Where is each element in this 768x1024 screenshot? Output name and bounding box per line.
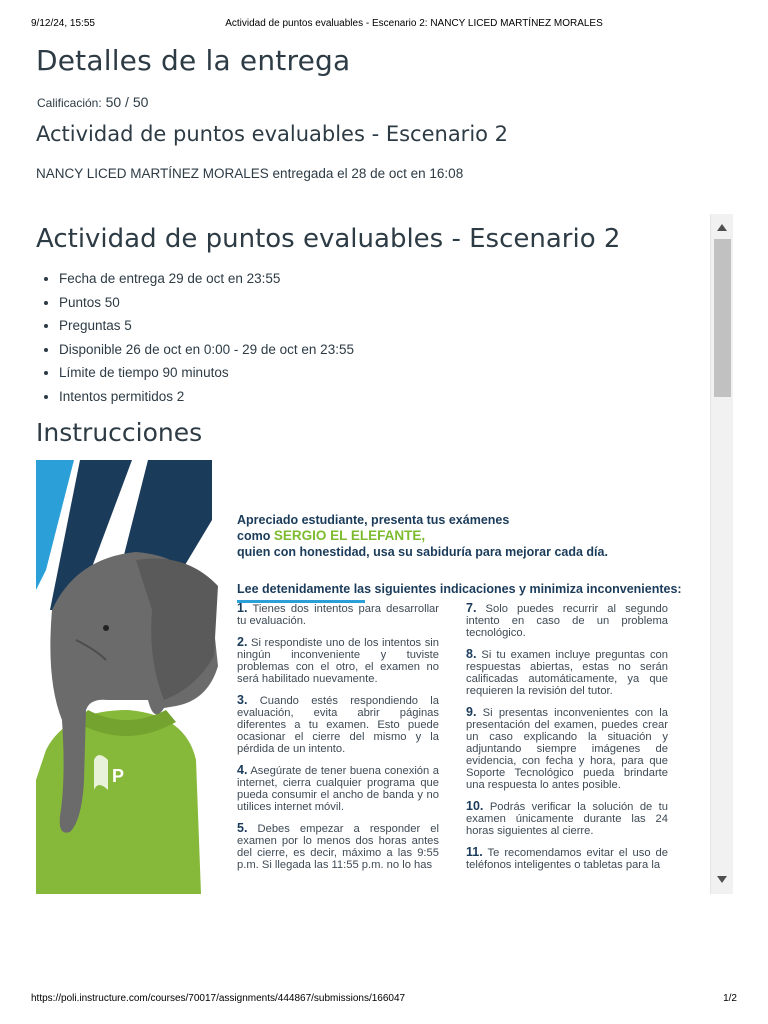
submission-info: NANCY LICED MARTÍNEZ MORALES entregada el 28 de oct en 16:08 [36,166,464,181]
frame-scrollbar[interactable] [710,214,733,894]
banner-rule-item: 9. Si presentas inconvenientes con la presentación del examen, puedes crear un caso explicando la situación y adjuntando siempre imágenes de evidencia, con fecha y hora, para que Soporte Tecnológico pueda brindarte una respuesta lo antes posible. [466,705,668,791]
banner-rules-title: Lee detenidamente las siguientes indicaciones y minimiza inconvenientes: [237,582,682,596]
detail-due-date: • Fecha de entrega 29 de oct en 23:55 [59,267,354,291]
banner-rule-item: 5. Debes empezar a responder el examen por lo menos dos horas antes del cierre, es decir, máximo a las 9:55 p.m. Si llegada las 11:55 p.m. no lo has [237,821,439,871]
instructions-banner [36,460,710,894]
grade-label: Calificación: [37,96,102,110]
detail-attempts: • Intentos permitidos 2 [59,385,354,409]
page-title: Detalles de la entrega [36,44,351,77]
banner-rule-item: 4. Asegúrate de tener buena conexión a internet, cierra cualquier programa que pueda consumir el ancho de banda y no utilices internet móvil. [237,763,439,813]
grade-row [37,94,148,110]
banner-intro-line1: Apreciado estudiante, presenta tus exámenes [237,513,510,527]
scroll-up-arrow-icon[interactable] [717,224,727,231]
detail-time-limit: • Límite de tiempo 90 minutos [59,361,354,385]
banner-intro [237,512,657,560]
banner-rule-item: 11. Te recomendamos evitar el uso de teléfonos inteligentes o tabletas para la [466,845,668,871]
detail-questions: • Preguntas 5 [59,314,354,338]
quiz-details-list [36,267,354,408]
banner-rule-item: 1. Tienes dos intentos para desarrollar tu evaluación. [237,601,440,627]
banner-rule-item: 2. Si respondiste uno de los intentos sin ningún inconveniente y tuviste problemas con el otro, el examen no será habilitado nuevamente. [237,635,439,685]
banner-intro-line2 [237,528,657,544]
print-page-number: 1/2 [723,993,737,1004]
banner-rule-item: 7. Solo puedes recurrir al segundo intento en caso de un problema tecnológico. [466,601,669,639]
banner-rules-right-column [466,602,668,880]
banner-rule-item: 8. Si tu examen incluye preguntas con respuestas abiertas, estas no serán calificadas automáticamente, ya que requieren la revisión del tutor. [466,647,668,697]
banner-intro-prefix: como [237,529,274,543]
banner-intro-highlight: SERGIO EL ELEFANTE, [273,528,426,543]
hoodie-logo-text: P [112,766,125,786]
quiz-content [36,214,710,894]
print-footer [31,993,737,1007]
elephant-mascot-illustration [36,460,236,894]
banner-rule-item: 10. Podrás verificar la solución de tu examen únicamente durante las 24 horas siguientes al cierre. [466,799,669,837]
quiz-frame[interactable] [36,214,733,894]
grade-value: 50 / 50 [105,94,149,110]
detail-available: • Disponible 26 de oct en 0:00 - 29 de oct en 23:55 [59,338,354,362]
banner-rule-item: 3. Cuando estés respondiendo la evaluación, evita abrir páginas diferentes a tu examen. Esto puede ocasionar el cierre del mismo y la pérdida de un intento. [237,693,439,755]
print-url: https://poli.instructure.com/courses/70017/assignments/444867/submissions/166047 [31,993,406,1004]
print-datetime: 9/12/24, 15:55 [31,18,95,29]
scroll-down-arrow-icon[interactable] [717,876,727,883]
print-page-title: Actividad de puntos evaluables - Escenario 2: NANCY LICED MARTÍNEZ MORALES [225,18,603,29]
print-header [31,18,737,32]
scroll-thumb[interactable] [714,239,731,397]
instructions-title: Instrucciones [36,418,203,447]
quiz-title: Actividad de puntos evaluables - Escenario 2 [36,224,621,254]
banner-intro-line3: quien con honestidad, usa su sabiduría para mejorar cada día. [237,545,608,559]
detail-points: • Puntos 50 [59,291,354,315]
banner-rules-left-column [237,602,439,880]
assignment-heading: Actividad de puntos evaluables - Escenario 2 [36,122,509,146]
